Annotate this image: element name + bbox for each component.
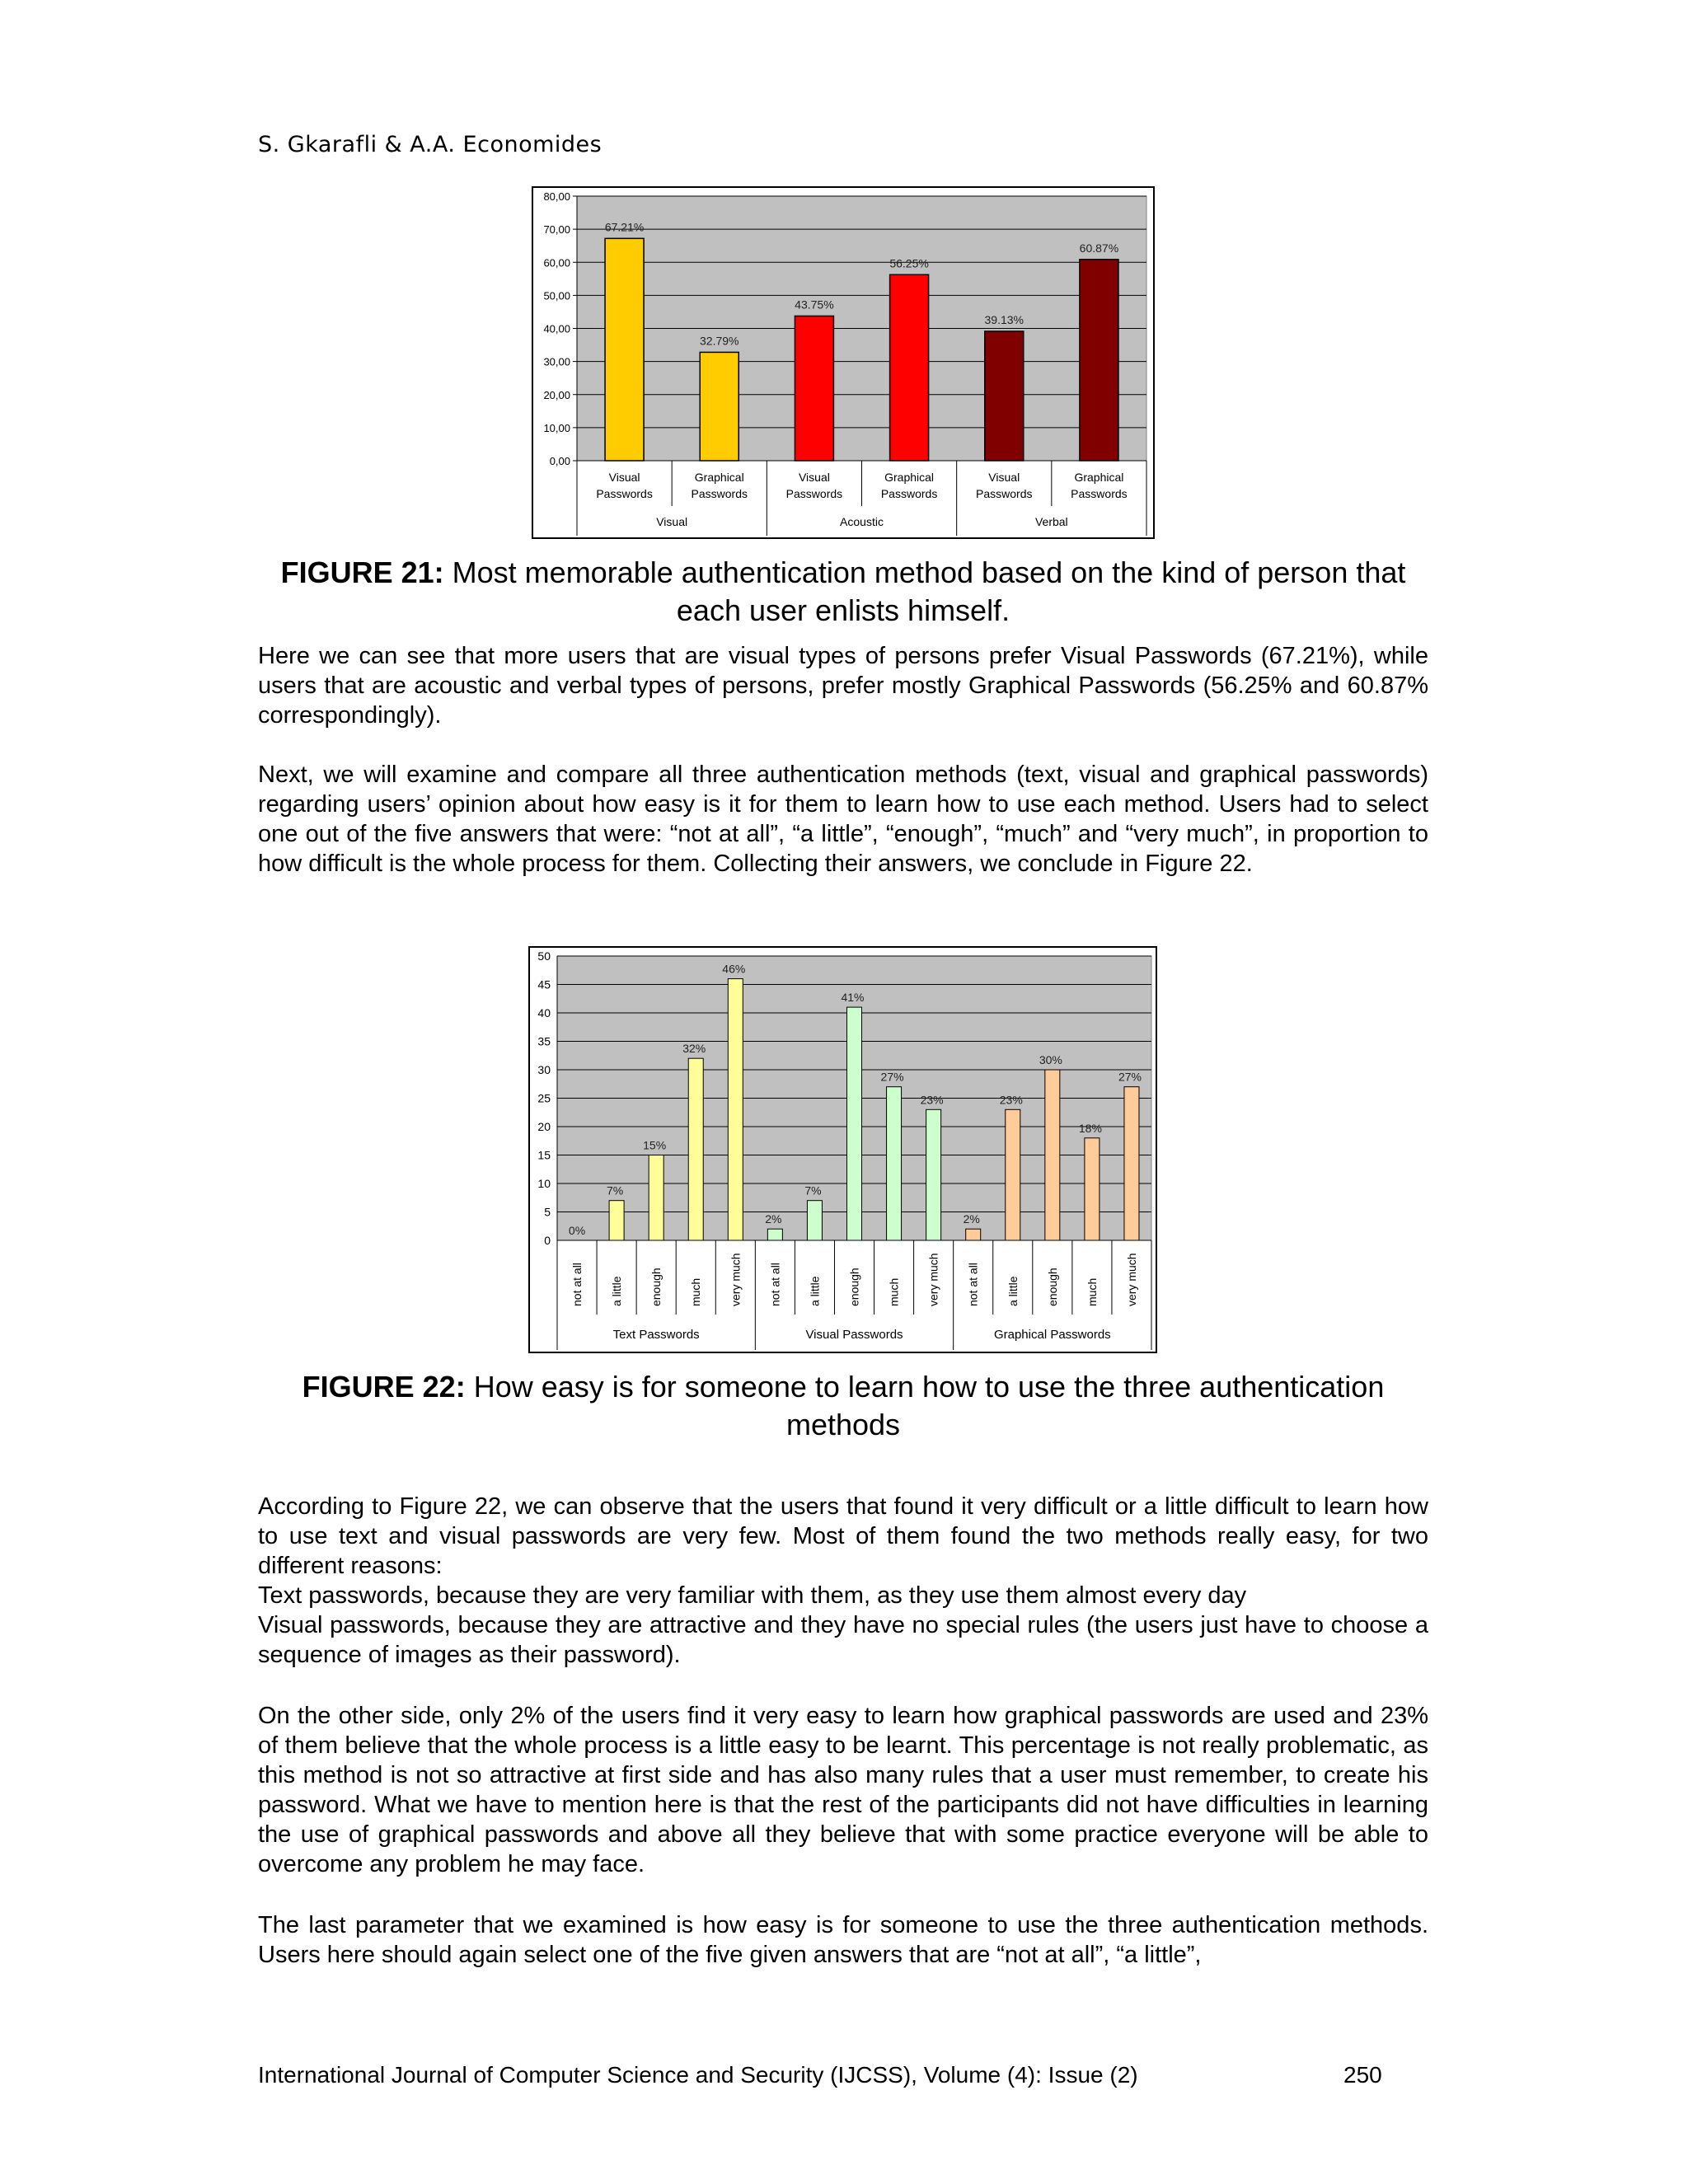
x-category-label-line1: Visual — [608, 471, 640, 484]
bar — [966, 1229, 981, 1240]
figure-21-label: FIGURE 21: — [280, 555, 444, 589]
data-label: 2% — [765, 1212, 782, 1226]
x-category-label: not at all — [768, 1263, 782, 1306]
y-tick-label: 10,00 — [543, 421, 570, 434]
x-category-label-line2: Passwords — [691, 487, 748, 500]
y-tick-label: 20,00 — [543, 388, 570, 401]
x-category-label: not at all — [966, 1263, 980, 1306]
figure-21-chart — [532, 186, 1155, 539]
data-label: 7% — [606, 1183, 624, 1197]
paragraph-1: Here we can see that more users that are visual types of persons prefer Visual Passwords (67.21%), while users that are acoustic and verbal types of persons, prefer mostly Graphical Passwords (56.25% and 60.87% correspondingly). — [258, 643, 1428, 729]
y-tick-label: 40 — [537, 1006, 551, 1019]
bar — [767, 1229, 782, 1240]
x-category-label: enough — [847, 1268, 861, 1306]
paragraph-5: The last parameter that we examined is how easy is for someone to use the three authentication methods. Users here should again select one of the five given answers that are “not at all”, “a little”, — [258, 1912, 1428, 1968]
bar — [688, 1058, 703, 1240]
bar — [1080, 260, 1118, 461]
data-label: 41% — [841, 991, 865, 1005]
paragraph-3-text: According to Figure 22, we can observe that the users that found it very difficult or a little difficult to learn how to use text and visual passwords are very few. Most of them found the two methods really easy, for two different reasons: — [258, 1493, 1428, 1579]
bar — [605, 238, 644, 461]
data-label: 32% — [682, 1042, 706, 1056]
y-tick-label: 40,00 — [543, 322, 570, 335]
y-tick-label: 35 — [537, 1034, 551, 1048]
bar — [890, 274, 929, 461]
bar — [700, 352, 738, 461]
data-label: 32.79% — [700, 334, 739, 348]
x-category-label: very much — [729, 1253, 743, 1306]
figure-21-caption-text: Most memorable authentication method based on the kind of person that each user enlists himself. — [452, 555, 1406, 627]
data-label: 27% — [1118, 1070, 1142, 1084]
x-category-label: not at all — [570, 1263, 584, 1306]
bar — [807, 1201, 822, 1240]
x-category-label: enough — [1045, 1268, 1059, 1306]
bar — [795, 316, 833, 461]
x-category-label-line1: Visual — [798, 471, 830, 484]
bar — [649, 1155, 663, 1241]
bar — [985, 331, 1024, 461]
y-tick-label: 45 — [537, 977, 551, 991]
x-category-label: much — [689, 1277, 703, 1306]
x-category-label-line2: Passwords — [1071, 487, 1128, 500]
bar — [609, 1201, 624, 1240]
y-tick-label: 20 — [537, 1120, 551, 1133]
y-tick-label: 30,00 — [543, 355, 570, 368]
data-label: 23% — [999, 1093, 1023, 1107]
y-tick-label: 80,00 — [543, 190, 570, 203]
x-group-label: Visual Passwords — [805, 1328, 903, 1342]
data-label: 2% — [963, 1212, 980, 1226]
x-category-label-line2: Passwords — [596, 487, 653, 500]
x-category-label-line1: Graphical — [694, 471, 744, 484]
data-label: 60.87% — [1079, 241, 1119, 255]
data-label: 23% — [920, 1093, 944, 1107]
x-category-label-line1: Graphical — [1074, 471, 1124, 484]
data-label: 67.21% — [604, 220, 645, 234]
paragraph-2: Next, we will examine and compare all three authentication methods (text, visual and graphical passwords) regarding users’ opinion about how easy is it for them to learn how to use each method. Users had to select one out of the five answers that were: “not at all”, “a little”, “enough”, “much” and “very much”, in proportion to how difficult is the whole process for them. Collecting their answers, we conclude in Figure 22. — [258, 762, 1428, 877]
paragraph-3 — [258, 1492, 1428, 1670]
x-category-label: much — [887, 1277, 901, 1306]
page-number: 250 — [1343, 2062, 1382, 2088]
x-group-label: Visual — [656, 515, 688, 528]
bar — [1085, 1138, 1100, 1240]
x-category-label: a little — [1006, 1276, 1020, 1306]
y-tick-label: 50,00 — [543, 289, 570, 302]
y-tick-label: 50 — [537, 949, 551, 963]
y-tick-label: 25 — [537, 1091, 551, 1105]
y-tick-label: 30 — [537, 1063, 551, 1076]
x-category-label: a little — [808, 1276, 822, 1306]
bar — [728, 979, 743, 1240]
x-category-label: very much — [926, 1253, 940, 1306]
data-label: 30% — [1039, 1053, 1062, 1066]
y-tick-label: 60,00 — [543, 256, 570, 269]
bar — [1124, 1087, 1139, 1240]
footer-journal: International Journal of Computer Science and Security (IJCSS), Volume (4): Issue (2) — [258, 2062, 1138, 2088]
x-group-label: Verbal — [1034, 515, 1068, 528]
y-tick-label: 5 — [544, 1205, 551, 1219]
y-tick-label: 15 — [537, 1148, 551, 1162]
bar — [847, 1007, 862, 1240]
data-label: 46% — [722, 962, 746, 976]
x-category-label-line1: Graphical — [884, 471, 935, 484]
data-label: 15% — [643, 1138, 667, 1152]
figure-22-chart — [528, 946, 1157, 1353]
x-category-label-line2: Passwords — [785, 487, 843, 500]
figure-22-caption — [258, 1368, 1428, 1444]
y-tick-label: 70,00 — [543, 223, 570, 237]
x-category-label-line2: Passwords — [880, 487, 938, 500]
x-category-label-line1: Visual — [988, 471, 1020, 484]
data-label: 18% — [1078, 1121, 1102, 1135]
paragraph-4: On the other side, only 2% of the users find it very easy to learn how graphical passwords are used and 23% of them believe that the whole process is a little easy to be learnt. This percentage is not really problematic, as this method is not so attractive at first side and has also many rules that a user must remember, to create his password. What we have to mention here is that the rest of the participants did not have difficulties in learning the use of graphical passwords and above all they believe that with some practice everyone will be able to overcome any problem he may face. — [258, 1703, 1428, 1877]
y-tick-label: 0,00 — [549, 455, 570, 467]
figure-21-caption — [258, 554, 1428, 630]
bar — [887, 1087, 902, 1240]
x-category-label: much — [1085, 1277, 1099, 1306]
paragraph-3-item-text: Text passwords, because they are very familiar with them, as they use them almost every day — [258, 1582, 1247, 1609]
data-label: 39.13% — [984, 312, 1024, 326]
x-category-label: a little — [610, 1276, 624, 1306]
x-category-label: enough — [649, 1268, 663, 1306]
x-category-label-line2: Passwords — [976, 487, 1033, 500]
figure-22-caption-text: How easy is for someone to learn how to use the three authentication methods — [473, 1370, 1385, 1441]
y-tick-label: 0 — [544, 1234, 551, 1247]
x-group-label: Acoustic — [840, 515, 884, 528]
x-group-label: Graphical Passwords — [993, 1328, 1111, 1342]
paragraph-3-item-visual: Visual passwords, because they are attractive and they have no special rules (the users just have to choose a sequence of images as their password). — [258, 1612, 1428, 1668]
y-tick-label: 10 — [537, 1177, 551, 1190]
data-label: 7% — [804, 1183, 822, 1197]
x-category-label: very much — [1124, 1253, 1138, 1306]
data-label: 43.75% — [795, 298, 834, 312]
data-label: 27% — [880, 1070, 904, 1084]
data-label: 56.25% — [889, 256, 929, 270]
bar — [926, 1109, 941, 1240]
x-group-label: Text Passwords — [612, 1328, 700, 1342]
running-header: S. Gkarafli & A.A. Economides — [258, 132, 603, 157]
bar — [1045, 1070, 1060, 1240]
bar — [1006, 1109, 1020, 1240]
figure-22-label: FIGURE 22: — [302, 1370, 466, 1404]
data-label: 0% — [568, 1224, 586, 1237]
